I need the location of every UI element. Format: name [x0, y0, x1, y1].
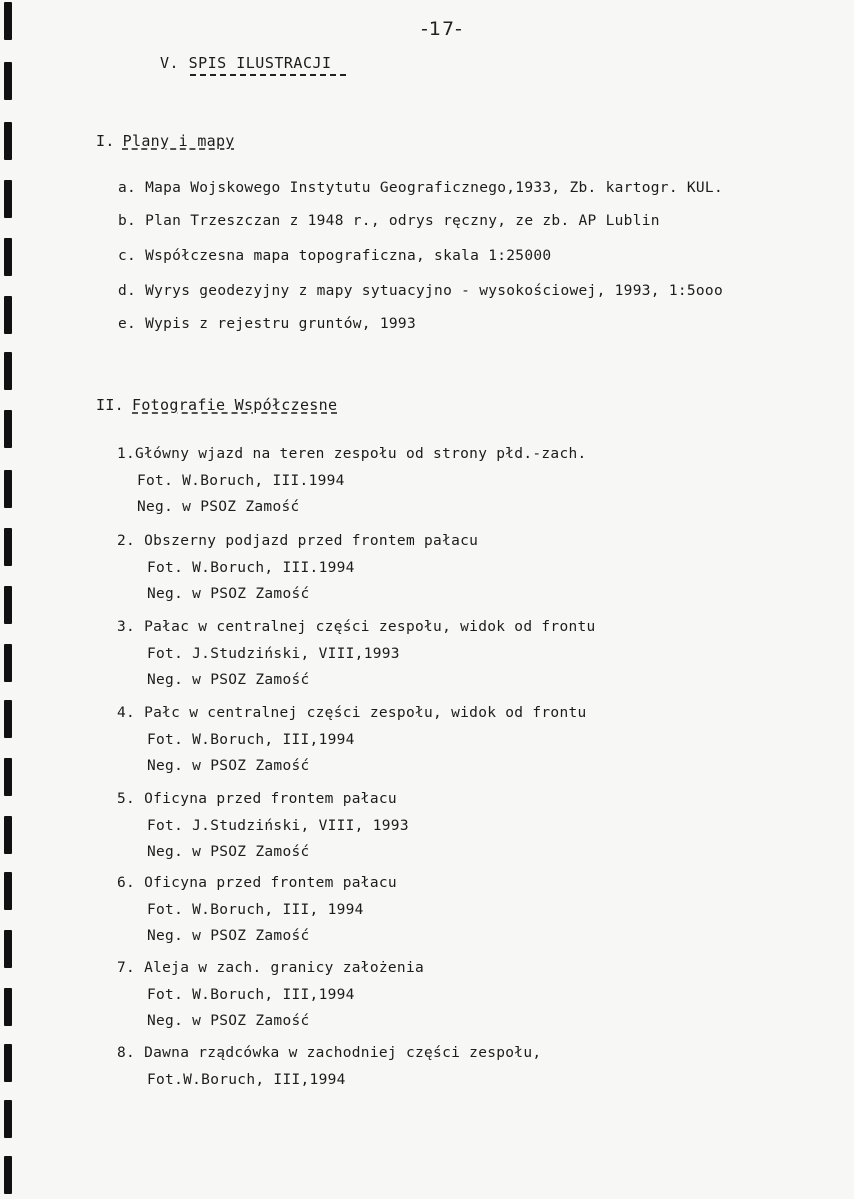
photo-entry-8	[117, 1040, 541, 1093]
photo-author: Fot. W.Boruch, III,1994	[147, 731, 355, 748]
section-number: II.	[96, 396, 124, 414]
photo-title: 1.Główny wjazd na teren zespołu od strony płd.-zach.	[117, 446, 587, 462]
binder-mark	[4, 988, 12, 1026]
photo-entry-1	[117, 441, 587, 521]
photo-entry-2	[117, 528, 478, 608]
section-number: I.	[96, 132, 115, 150]
photo-entry-5	[117, 786, 409, 866]
photo-title: 2. Obszerny podjazd przed frontem pałacu	[117, 533, 479, 549]
photo-author: Fot. J.Studziński, VIII,1993	[147, 645, 400, 662]
binder-mark	[4, 1156, 12, 1194]
section-heading-photos	[96, 396, 337, 414]
photo-negative: Neg. w PSOZ Zamość	[147, 758, 310, 774]
binder-mark	[4, 122, 12, 160]
photo-title: 6. Oficyna przed frontem pałacu	[117, 875, 397, 891]
list-item-map-c: c. Współczesna mapa topograficzna, skala 1:25000	[118, 248, 552, 264]
title-underline	[190, 74, 346, 76]
binder-mark	[4, 238, 12, 276]
document-title: V. SPIS ILUSTRACJI	[160, 54, 332, 72]
binder-mark	[4, 758, 12, 796]
photo-negative: Neg. w PSOZ Zamość	[147, 928, 310, 944]
binder-mark	[4, 62, 12, 100]
photo-author: Fot. W.Boruch, III,1994	[147, 986, 355, 1003]
photo-author: Fot. W.Boruch, III.1994	[137, 472, 345, 489]
list-item-map-a: a. Mapa Wojskowego Instytutu Geograficznego,1933, Zb. kartogr. KUL.	[118, 180, 723, 196]
photo-negative: Neg. w PSOZ Zamość	[147, 844, 310, 860]
binder-mark	[4, 528, 12, 566]
photo-author: Fot. W.Boruch, III, 1994	[147, 901, 364, 918]
binder-mark	[4, 180, 12, 218]
binder-mark	[4, 872, 12, 910]
photo-title: 4. Pałc w centralnej części zespołu, widok od frontu	[117, 705, 587, 721]
photo-entry-7	[117, 955, 424, 1035]
photo-title: 3. Pałac w centralnej części zespołu, widok od frontu	[117, 619, 596, 635]
photo-title: 7. Aleja w zach. granicy założenia	[117, 960, 425, 976]
list-item-map-b: b. Plan Trzeszczan z 1948 r., odrys ręczny, ze zb. AP Lublin	[118, 213, 660, 229]
photo-title: 5. Oficyna przed frontem pałacu	[117, 791, 397, 807]
binder-mark	[4, 2, 12, 40]
binder-mark	[4, 470, 12, 508]
photo-entry-4	[117, 700, 587, 780]
binder-punch-marks	[4, 0, 16, 1199]
binder-mark	[4, 352, 12, 390]
photo-author: Fot. J.Studziński, VIII, 1993	[147, 817, 409, 834]
photo-title: 8. Dawna rządcówka w zachodniej części zespołu,	[117, 1045, 542, 1061]
photo-entry-3	[117, 614, 596, 694]
photo-author: Fot. W.Boruch, III.1994	[147, 559, 355, 576]
list-item-map-d: d. Wyrys geodezyjny z mapy sytuacyjno - wysokościowej, 1993, 1:5ooo	[118, 283, 723, 299]
binder-mark	[4, 296, 12, 334]
binder-mark	[4, 586, 12, 624]
binder-mark	[4, 644, 12, 682]
photo-negative: Neg. w PSOZ Zamość	[147, 586, 310, 602]
binder-mark	[4, 816, 12, 854]
list-item-map-e: e. Wypis z rejestru gruntów, 1993	[118, 316, 416, 332]
photo-author: Fot.W.Boruch, III,1994	[147, 1071, 346, 1088]
binder-mark	[4, 410, 12, 448]
photo-negative: Neg. w PSOZ Zamość	[137, 499, 300, 515]
page-number: -17-	[421, 18, 463, 40]
binder-mark	[4, 930, 12, 968]
photo-negative: Neg. w PSOZ Zamość	[147, 1013, 310, 1029]
binder-mark	[4, 1044, 12, 1082]
binder-mark	[4, 1100, 12, 1138]
section-title: Fotografie Współczesne	[132, 396, 338, 414]
photo-entry-6	[117, 870, 397, 950]
section-title: Plany i mapy	[122, 132, 235, 150]
photo-negative: Neg. w PSOZ Zamość	[147, 672, 310, 688]
binder-mark	[4, 700, 12, 738]
section-heading-plans	[96, 132, 235, 150]
